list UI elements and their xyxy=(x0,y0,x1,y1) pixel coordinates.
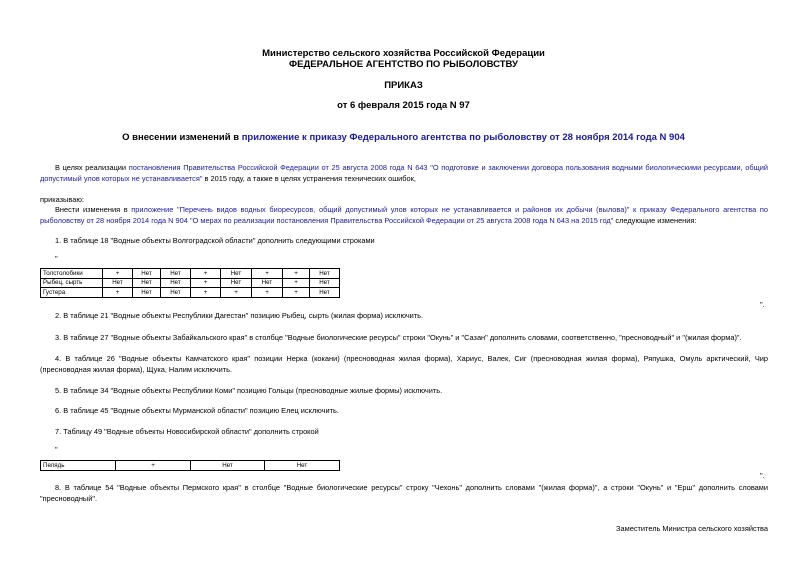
table-cell: + xyxy=(103,288,133,298)
item-8: 8. В таблице 54 "Водные объекты Пермского края" в столбце "Водные биологические ресурсы" строку "Чехонь" дополнить словами "(жилая форма)", а строки "Окунь" и "Ерш" дополнить словами "пресноводный". xyxy=(40,483,768,503)
document-title xyxy=(0,132,807,143)
quote-open-1: " xyxy=(55,254,58,263)
ministry-heading: Министерство сельского хозяйства Российской Федерации xyxy=(262,48,545,59)
table-cell: + xyxy=(252,269,283,279)
table-cell: + xyxy=(283,288,310,298)
table-cell: Пелядь xyxy=(41,461,116,471)
changes-end: следующие изменения: xyxy=(613,216,697,225)
item-6: 6. В таблице 45 "Водные объекты Мурманской области" позицию Елец исключить. xyxy=(55,406,339,415)
order-word: приказываю: xyxy=(40,195,84,204)
decree-link[interactable]: постановления Правительства Российской Федерации от 25 августа 2008 года N 643 "О подготовке и заключении договора пользования водными биологическими ресурсами, общий допустимый улов которых не устанавливается" xyxy=(40,163,768,183)
table-cell: + xyxy=(283,278,310,288)
item-1: 1. В таблице 18 "Водные объекты Волгоградской области" дополнить следующими строками xyxy=(55,236,375,245)
table-row xyxy=(41,269,340,279)
table-cell: + xyxy=(116,461,191,471)
table-cell: + xyxy=(191,278,221,288)
table-row xyxy=(41,461,340,471)
item-4: 4. В таблице 26 "Водные объекты Камчатского края" позиции Нерка (кокани) (пресноводная жилая форма), Хариус, Валек, Сиг (пресноводная жилая форма), Ряпушка, Омуль арктический, Чир (пресноводная жилая форма), Щука, Налим исключить. xyxy=(40,354,768,374)
table-cell: + xyxy=(191,269,221,279)
table-row xyxy=(41,288,340,298)
doc-date: от 6 февраля 2015 года N 97 xyxy=(337,100,470,111)
table-cell: + xyxy=(191,288,221,298)
intro-paragraph xyxy=(40,162,768,184)
table-cell: Густера xyxy=(41,288,103,298)
doc-type: ПРИКАЗ xyxy=(384,80,423,91)
table-cell: Нет xyxy=(221,278,252,288)
table-cell: Нет xyxy=(252,278,283,288)
table-row xyxy=(41,278,340,288)
table-cell: Нет xyxy=(133,269,161,279)
quote-open-2: " xyxy=(55,445,58,454)
changes-paragraph xyxy=(40,204,768,226)
table-cell: + xyxy=(252,288,283,298)
table-cell: Нет xyxy=(310,288,340,298)
intro-end: в 2015 году, а также в целях устранения технических ошибок, xyxy=(202,174,416,183)
table-volgograd xyxy=(40,268,340,298)
table-cell: Нет xyxy=(310,269,340,279)
item-7: 7. Таблицу 49 "Водные объекты Новосибирской области" дополнить строкой xyxy=(55,427,319,436)
table-cell: Нет xyxy=(133,278,161,288)
table-cell: Нет xyxy=(310,278,340,288)
item-5: 5. В таблице 34 "Водные объекты Республики Коми" позицию Гольцы (пресноводные жилые формы) исключить. xyxy=(55,386,443,395)
table-cell: + xyxy=(283,269,310,279)
table-cell: + xyxy=(221,288,252,298)
changes-start: Внести изменения в xyxy=(55,205,132,214)
table-cell: Нет xyxy=(133,288,161,298)
table-cell: Нет xyxy=(161,288,191,298)
appendix-link[interactable]: приложение "Перечень видов водных биоресурсов, общий допустимый улов которых не устанавливается и районов их добычи (вылова)" к приказу Федерального агентства по рыболовству от 28 ноября 2014 года N 904 "О мерах по реализации постановления Правительства Российской Федерации от 25 августа 2008 года N 643 на 2015 год" xyxy=(40,205,768,225)
title-prefix: О внесении изменений в xyxy=(122,132,242,143)
table-cell: Нет xyxy=(103,278,133,288)
title-link[interactable]: приложение к приказу Федерального агентства по рыболовству от 28 ноября 2014 года N 904 xyxy=(241,132,685,143)
intro-start: В целях реализации xyxy=(55,163,129,172)
signature: Заместитель Министра сельского хозяйства xyxy=(616,524,768,533)
table-cell: Нет xyxy=(221,269,252,279)
agency-heading: ФЕДЕРАЛЬНОЕ АГЕНТСТВО ПО РЫБОЛОВСТВУ xyxy=(289,59,518,70)
quote-close-2: ". xyxy=(760,471,765,480)
table-cell: Нет xyxy=(265,461,340,471)
table-cell: Нет xyxy=(161,269,191,279)
quote-close-1: ". xyxy=(760,300,765,309)
table-cell: Толстолобики xyxy=(41,269,103,279)
table-cell: Нет xyxy=(191,461,265,471)
item-3: 3. В таблице 27 "Водные объекты Забайкальского края" в столбце "Водные биологические ресурсы" строки "Окунь" и "Сазан" дополнить словами, соответственно, "пресноводный" и "(жилая форма)". xyxy=(55,333,742,342)
table-cell: Рыбец, сырть xyxy=(41,278,103,288)
table-cell: Нет xyxy=(161,278,191,288)
item-2: 2. В таблице 21 "Водные объекты Республики Дагестан" позицию Рыбец, сырть (жилая форма) исключить. xyxy=(55,311,424,320)
table-cell: + xyxy=(103,269,133,279)
table-novosibirsk xyxy=(40,460,340,471)
